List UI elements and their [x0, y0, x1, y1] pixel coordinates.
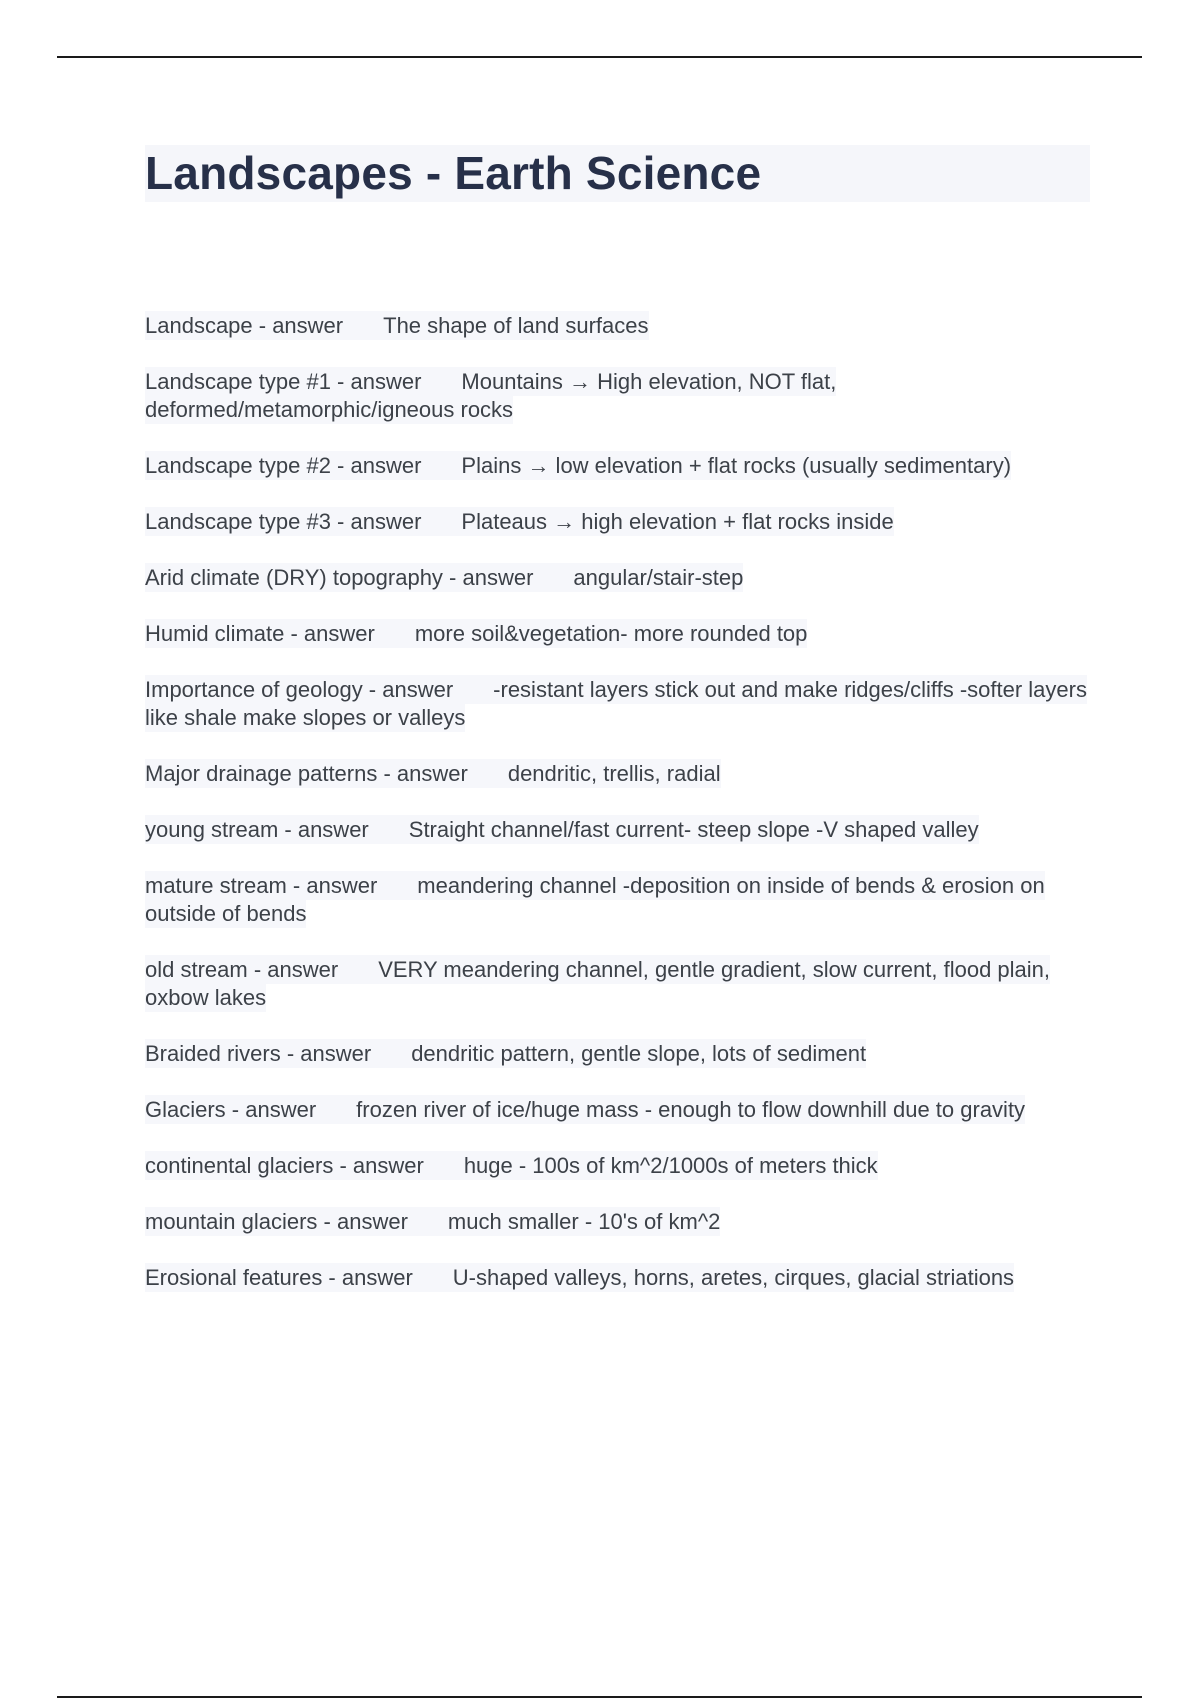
qa-term: Arid climate (DRY) topography - answer — [145, 565, 534, 590]
top-rule — [57, 56, 1142, 58]
qa-term: Erosional features - answer — [145, 1265, 413, 1290]
qa-term: Landscape - answer — [145, 313, 344, 338]
qa-definition: much smaller - 10's of km^2 — [447, 1209, 721, 1234]
page-title: Landscapes - Earth Science — [145, 147, 762, 199]
qa-term: old stream - answer — [145, 957, 339, 982]
qa-item — [145, 564, 1095, 592]
bottom-rule — [57, 1696, 1142, 1698]
qa-definition: Straight channel/fast current- steep slope -V shaped valley — [408, 817, 979, 842]
qa-term: Landscape type #3 - answer — [145, 509, 422, 534]
qa-definition: Mountains → High elevation, NOT flat, deformed/metamorphic/igneous rocks — [145, 369, 837, 422]
qa-definition: U-shaped valleys, horns, aretes, cirques, glacial striations — [452, 1265, 1015, 1290]
qa-item — [145, 1264, 1095, 1292]
qa-item — [145, 452, 1095, 480]
qa-item — [145, 816, 1095, 844]
qa-term: continental glaciers - answer — [145, 1153, 424, 1178]
qa-definition: VERY meandering channel, gentle gradient, slow current, flood plain, oxbow lakes — [145, 957, 1051, 1010]
qa-item — [145, 1040, 1095, 1068]
qa-item — [145, 368, 1095, 424]
qa-list — [145, 312, 1095, 1320]
qa-definition: frozen river of ice/huge mass - enough to flow downhill due to gravity — [356, 1097, 1026, 1122]
qa-term: mountain glaciers - answer — [145, 1209, 408, 1234]
qa-term: young stream - answer — [145, 817, 369, 842]
qa-definition: Plains → low elevation + flat rocks (usually sedimentary) — [461, 453, 1012, 478]
qa-definition: more soil&vegetation- more rounded top — [414, 621, 808, 646]
qa-term: Major drainage patterns - answer — [145, 761, 468, 786]
qa-definition: dendritic, trellis, radial — [507, 761, 721, 786]
qa-term: mature stream - answer — [145, 873, 378, 898]
qa-definition: dendritic pattern, gentle slope, lots of sediment — [411, 1041, 867, 1066]
qa-definition: meandering channel -deposition on inside of bends & erosion on outside of bends — [145, 873, 1045, 926]
qa-item — [145, 956, 1095, 1012]
qa-item — [145, 1152, 1095, 1180]
qa-item — [145, 872, 1095, 928]
qa-item — [145, 620, 1095, 648]
qa-definition: The shape of land surfaces — [383, 313, 649, 338]
qa-definition: huge - 100s of km^2/1000s of meters thick — [463, 1153, 878, 1178]
qa-definition: angular/stair-step — [573, 565, 744, 590]
qa-item — [145, 676, 1095, 732]
qa-term: Landscape type #2 - answer — [145, 453, 422, 478]
qa-term: Humid climate - answer — [145, 621, 375, 646]
qa-term: Landscape type #1 - answer — [145, 369, 422, 394]
qa-definition: -resistant layers stick out and make ridges/cliffs -softer layers like shale make slopes or valleys — [145, 677, 1087, 730]
qa-term: Importance of geology - answer — [145, 677, 454, 702]
qa-term: Braided rivers - answer — [145, 1041, 372, 1066]
qa-item — [145, 508, 1095, 536]
qa-term: Glaciers - answer — [145, 1097, 317, 1122]
qa-definition: Plateaus → high elevation + flat rocks inside — [461, 509, 894, 534]
qa-item — [145, 312, 1095, 340]
qa-item — [145, 760, 1095, 788]
qa-item — [145, 1208, 1095, 1236]
qa-item — [145, 1096, 1095, 1124]
